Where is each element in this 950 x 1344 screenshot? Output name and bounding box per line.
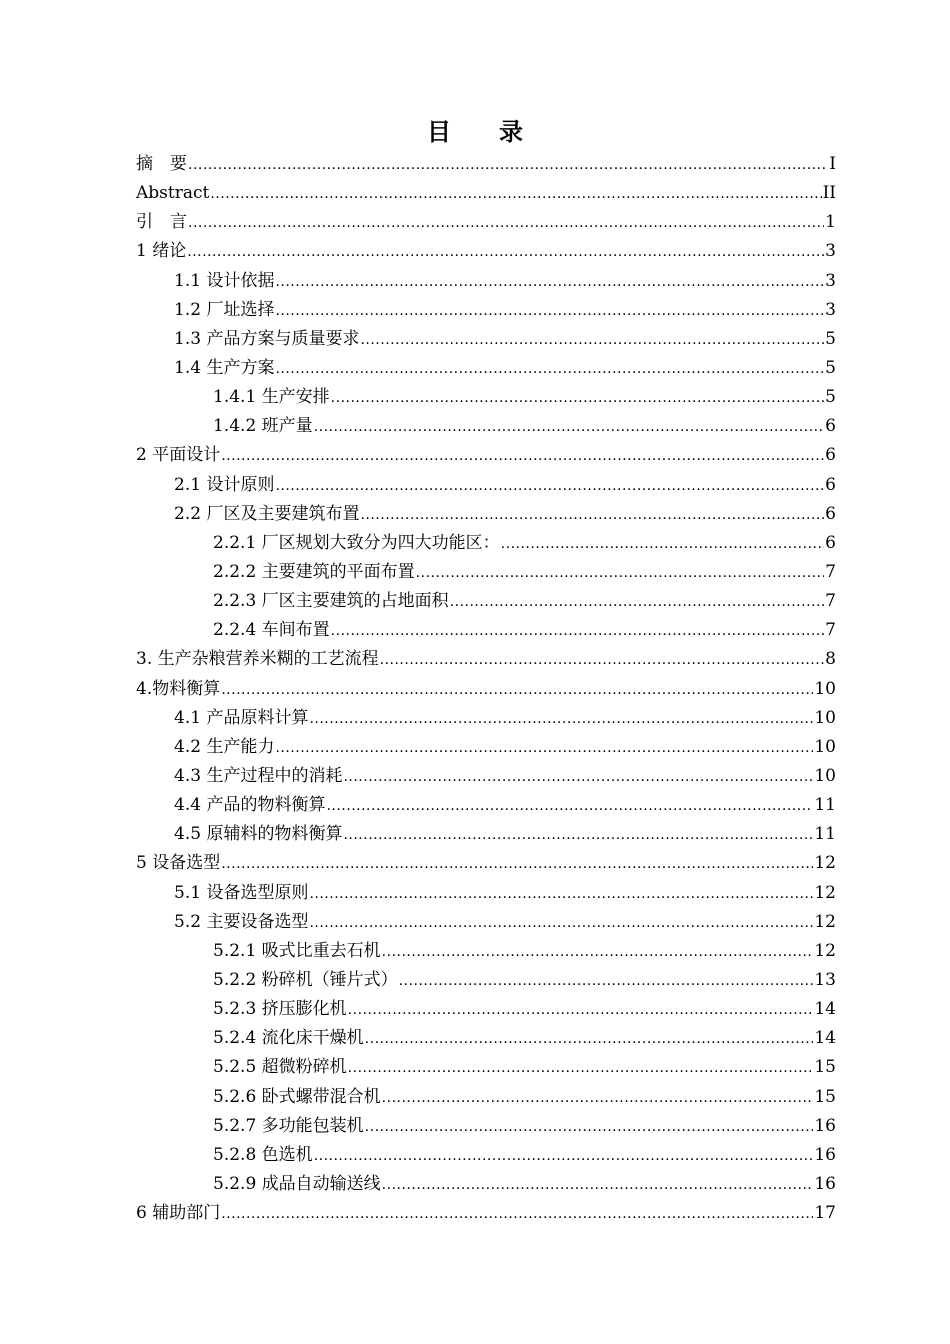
toc-entry-label: 摘 要 — [136, 154, 187, 174]
toc-entry-label: 5.2.2 粉碎机（锤片式） — [213, 969, 398, 990]
toc-entry-page-number: 6 — [825, 445, 836, 466]
toc-entry-page-number: 10 — [814, 736, 836, 757]
dot-leader — [326, 792, 813, 821]
toc-entry[interactable] — [136, 558, 836, 587]
dot-leader — [309, 705, 813, 734]
dot-leader — [343, 821, 813, 850]
dot-leader — [348, 1054, 814, 1083]
toc-entry-page-number: II — [822, 183, 836, 204]
dot-leader — [221, 1200, 813, 1229]
toc-entry-page-number: 1 — [825, 212, 836, 233]
toc-entry-label: 4.5 原辅料的物料衡算 — [174, 824, 343, 845]
toc-entry[interactable] — [136, 1170, 836, 1199]
toc-entry[interactable] — [136, 150, 836, 179]
toc-entry-page-number: 8 — [825, 649, 836, 670]
toc-entry-page-number: 17 — [814, 1203, 836, 1224]
toc-entry[interactable] — [136, 325, 836, 354]
toc-title: 目 录 — [427, 117, 523, 146]
toc-entry-label: Abstract — [136, 183, 210, 204]
toc-entry-page-number: I — [829, 154, 836, 174]
toc-entry[interactable] — [136, 587, 836, 616]
toc-entry[interactable] — [136, 441, 836, 470]
dot-leader — [314, 1142, 814, 1171]
toc-entry[interactable] — [136, 645, 836, 674]
toc-entry-label: 5 设备选型 — [136, 853, 221, 874]
toc-entry-label: 2.2 厂区及主要建筑布置 — [174, 503, 360, 524]
toc-entry-label: 5.2.7 多功能包装机 — [213, 1115, 364, 1136]
toc-entry[interactable] — [136, 704, 836, 733]
toc-entry[interactable] — [136, 1083, 836, 1112]
toc-entry-page-number: 3 — [825, 299, 836, 320]
dot-leader — [188, 209, 824, 238]
dot-leader — [314, 413, 825, 442]
dot-leader — [275, 297, 824, 326]
toc-entry-page-number: 16 — [814, 1115, 836, 1136]
toc-entry-page-number: 6 — [825, 416, 836, 437]
toc-entry-page-number: 15 — [814, 1086, 836, 1107]
toc-entry[interactable] — [136, 995, 836, 1024]
toc-entry[interactable] — [136, 879, 836, 908]
toc-entry-page-number: 6 — [825, 532, 836, 553]
dot-leader — [360, 501, 824, 530]
toc-entry-page-number: 14 — [814, 1028, 836, 1049]
toc-entry-label: 4.2 生产能力 — [174, 736, 275, 757]
toc-entry-label: 5.2.9 成品自动输送线 — [213, 1173, 381, 1194]
toc-entry[interactable] — [136, 529, 836, 558]
toc-entry-label: 引 言 — [136, 212, 187, 233]
toc-entry-label: 2.1 设计原则 — [174, 474, 275, 495]
toc-entry-label: 2 平面设计 — [136, 445, 221, 466]
toc-entry[interactable] — [136, 471, 836, 500]
dot-leader — [382, 1171, 814, 1200]
toc-entry[interactable] — [136, 1112, 836, 1141]
toc-entry-label: 1.4.2 班产量 — [213, 416, 313, 437]
toc-entry-page-number: 6 — [825, 503, 836, 524]
toc-entry[interactable] — [136, 820, 836, 849]
toc-entry-page-number: 5 — [825, 357, 836, 378]
dot-leader — [365, 1025, 814, 1054]
toc-entry-page-number: 10 — [814, 765, 836, 786]
dot-leader — [365, 1113, 814, 1142]
dot-leader — [360, 326, 824, 355]
dot-leader — [331, 384, 825, 413]
toc-entry-page-number: 12 — [814, 911, 836, 932]
toc-entry-label: 5.2 主要设备选型 — [174, 911, 309, 932]
toc-entry-page-number: 6 — [825, 474, 836, 495]
toc-entry-label: 5.2.3 挤压膨化机 — [213, 999, 347, 1020]
toc-entry[interactable] — [136, 500, 836, 529]
dot-leader — [331, 617, 825, 646]
toc-entry[interactable] — [136, 296, 836, 325]
toc-entry[interactable] — [136, 237, 836, 266]
toc-entry-label: 1.4 生产方案 — [174, 357, 275, 378]
toc-entry-page-number: 13 — [814, 969, 836, 990]
toc-entry-label: 5.2.1 吸式比重去石机 — [213, 940, 381, 961]
dot-leader — [380, 646, 825, 675]
toc-entry-page-number: 7 — [825, 620, 836, 641]
dot-leader — [382, 1084, 814, 1113]
table-of-contents — [136, 150, 836, 1228]
toc-entry-label: 5.2.8 色选机 — [213, 1144, 313, 1165]
toc-entry-label: 1.4.1 生产安排 — [213, 387, 330, 408]
dot-leader — [221, 850, 813, 879]
toc-entry[interactable] — [136, 354, 836, 383]
dot-leader — [382, 938, 814, 967]
toc-entry-label: 4.1 产品原料计算 — [174, 707, 309, 728]
toc-entry[interactable] — [136, 1141, 836, 1170]
toc-entry-label: 1.2 厂址选择 — [174, 299, 275, 320]
toc-entry-page-number: 12 — [814, 882, 836, 903]
toc-entry-label: 2.2.1 厂区规划大致分为四大功能区： — [213, 532, 500, 553]
toc-entry[interactable] — [136, 849, 836, 878]
toc-entry-label: 1.3 产品方案与质量要求 — [174, 328, 360, 349]
toc-entry-label: 5.2.4 流化床干燥机 — [213, 1028, 364, 1049]
dot-leader — [450, 588, 825, 617]
toc-entry-label: 2.2.3 厂区主要建筑的占地面积 — [213, 591, 449, 612]
dot-leader — [343, 763, 813, 792]
toc-entry[interactable] — [136, 791, 836, 820]
dot-leader — [221, 676, 813, 705]
toc-entry[interactable] — [136, 179, 836, 208]
dot-leader — [399, 967, 814, 996]
dot-leader — [275, 472, 824, 501]
toc-entry-page-number: 15 — [814, 1057, 836, 1078]
toc-entry[interactable] — [136, 383, 836, 412]
dot-leader — [221, 442, 824, 471]
toc-entry-page-number: 7 — [825, 561, 836, 582]
toc-entry-label: 5.2.5 超微粉碎机 — [213, 1057, 347, 1078]
toc-entry-label: 4.3 生产过程中的消耗 — [174, 765, 343, 786]
dot-leader — [275, 268, 824, 297]
toc-entry[interactable] — [136, 762, 836, 791]
toc-entry[interactable] — [136, 208, 836, 237]
toc-entry-page-number: 10 — [814, 678, 836, 699]
toc-entry[interactable] — [136, 616, 836, 645]
dot-leader — [309, 880, 813, 909]
toc-entry-page-number: 12 — [814, 853, 836, 874]
dot-leader — [275, 734, 813, 763]
toc-entry-page-number: 11 — [814, 795, 836, 816]
toc-entry-page-number: 5 — [825, 328, 836, 349]
toc-entry-label: 1 绪论 — [136, 241, 187, 262]
toc-entry[interactable] — [136, 966, 836, 995]
dot-leader — [309, 909, 813, 938]
toc-entry[interactable] — [136, 937, 836, 966]
toc-entry-page-number: 7 — [825, 591, 836, 612]
toc-entry[interactable] — [136, 1053, 836, 1082]
toc-entry[interactable] — [136, 412, 836, 441]
dot-leader — [501, 530, 825, 559]
toc-entry-page-number: 16 — [814, 1144, 836, 1165]
toc-entry-label: 4.物料衡算 — [136, 678, 221, 699]
toc-entry-label: 1.1 设计依据 — [174, 270, 275, 291]
toc-entry-label: 3. 生产杂粮营养米糊的工艺流程 — [136, 649, 379, 670]
toc-entry-page-number: 5 — [825, 387, 836, 408]
toc-entry-label: 5.2.6 卧式螺带混合机 — [213, 1086, 381, 1107]
dot-leader — [348, 996, 814, 1025]
toc-entry-page-number: 14 — [814, 999, 836, 1020]
dot-leader — [187, 238, 824, 267]
toc-entry-label: 4.4 产品的物料衡算 — [174, 795, 326, 816]
toc-entry[interactable] — [136, 1199, 836, 1228]
toc-entry[interactable] — [136, 267, 836, 296]
dot-leader — [210, 180, 821, 209]
toc-entry[interactable] — [136, 675, 836, 704]
toc-entry[interactable] — [136, 908, 836, 937]
toc-entry-page-number: 3 — [825, 241, 836, 262]
toc-entry[interactable] — [136, 1024, 836, 1053]
toc-entry-label: 2.2.2 主要建筑的平面布置 — [213, 561, 415, 582]
toc-entry-page-number: 10 — [814, 707, 836, 728]
toc-entry-page-number: 3 — [825, 270, 836, 291]
dot-leader — [275, 355, 824, 384]
toc-entry-page-number: 11 — [814, 824, 836, 845]
toc-entry-label: 2.2.4 车间布置 — [213, 620, 330, 641]
toc-entry-page-number: 16 — [814, 1173, 836, 1194]
toc-entry-label: 6 辅助部门 — [136, 1203, 221, 1224]
dot-leader — [188, 151, 828, 180]
dot-leader — [416, 559, 825, 588]
toc-entry[interactable] — [136, 733, 836, 762]
toc-entry-page-number: 12 — [814, 940, 836, 961]
toc-entry-label: 5.1 设备选型原则 — [174, 882, 309, 903]
